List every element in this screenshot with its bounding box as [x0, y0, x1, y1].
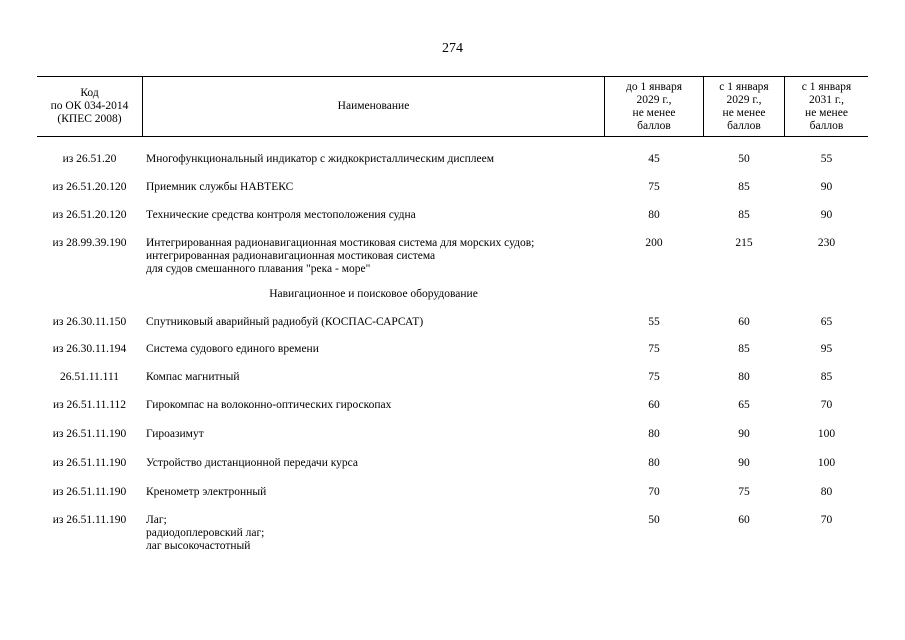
row-value-before-2029: 80 [648, 209, 660, 221]
row-value-from-2031: 85 [820, 371, 833, 383]
row-value-from-2029: 60 [738, 514, 750, 526]
row-value-from-2031: 90 [820, 181, 833, 193]
header-col-before-2029: до 1 января 2029 г., не менее баллов [626, 80, 682, 132]
row-name: Многофункциональный индикатор с жидкокристаллическим дисплеем [146, 153, 495, 165]
row-value-from-2029: 80 [738, 371, 750, 383]
row-value-from-2029: 75 [738, 486, 750, 498]
row-name: Спутниковый аварийный радиобуй (КОСПАС-САРСАТ) [146, 316, 424, 328]
row-name: Лаг; радиодоплеровский лаг; лаг высокочастотный [146, 514, 265, 552]
row-value-from-2031: 70 [820, 514, 833, 526]
row-value-before-2029: 70 [648, 486, 660, 498]
row-code: из 26.51.11.190 [52, 486, 127, 498]
row-value-from-2029: 90 [738, 428, 750, 440]
row-value-from-2029: 60 [738, 316, 750, 328]
row-value-from-2031: 65 [820, 316, 833, 328]
row-code: 26.51.11.111 [59, 371, 120, 383]
row-name: Кренометр электронный [146, 486, 267, 498]
row-code: из 26.51.11.190 [52, 428, 127, 440]
row-value-from-2031: 100 [817, 428, 836, 440]
row-value-from-2031: 80 [820, 486, 833, 498]
row-value-from-2029: 85 [738, 209, 750, 221]
row-name: Гироазимут [146, 428, 204, 440]
row-value-from-2031: 90 [820, 209, 833, 221]
row-value-from-2029: 85 [738, 343, 750, 355]
row-value-from-2029: 215 [735, 237, 753, 249]
row-code: из 26.51.20 [62, 153, 117, 165]
row-value-before-2029: 80 [648, 428, 660, 440]
section-title: Навигационное и поисковое оборудование [269, 288, 478, 300]
row-value-from-2031: 55 [820, 153, 833, 165]
row-value-from-2029: 90 [738, 457, 750, 469]
header-code: Код по ОК 034-2014 (КПЕС 2008) [50, 87, 129, 125]
row-code: из 26.51.20.120 [52, 209, 127, 221]
row-value-before-2029: 45 [648, 153, 660, 165]
row-name: Технические средства контроля местоположения судна [146, 209, 416, 221]
row-value-from-2029: 50 [738, 153, 750, 165]
row-name: Устройство дистанционной передачи курса [146, 457, 359, 469]
row-name: Гирокомпас на волоконно-оптических гироскопах [146, 399, 392, 411]
row-code: из 26.51.20.120 [52, 181, 127, 193]
header-col-from-2031: с 1 января 2031 г., не менее баллов [801, 80, 852, 132]
row-value-before-2029: 60 [648, 399, 660, 411]
row-code: из 26.51.11.190 [52, 514, 127, 526]
row-value-before-2029: 75 [648, 371, 660, 383]
row-code: из 26.51.11.190 [52, 457, 127, 469]
row-value-from-2029: 85 [738, 181, 750, 193]
row-value-from-2031: 95 [820, 343, 833, 355]
row-value-from-2031: 230 [817, 237, 836, 249]
row-code: из 26.51.11.112 [52, 399, 127, 411]
row-name: Компас магнитный [146, 371, 240, 383]
page-number: 274 [442, 41, 463, 56]
row-name: Интегрированная радионавигационная мостиковая система для морских судов; интегрированная радионавигационная мостиковая система для судов смешанного плавания "река - море" [146, 237, 535, 275]
row-value-before-2029: 80 [648, 457, 660, 469]
header-name: Наименование [337, 100, 410, 112]
row-value-from-2031: 70 [820, 399, 833, 411]
row-name: Приемник службы НАВТЕКС [146, 181, 294, 193]
row-name: Система судового единого времени [146, 343, 319, 355]
table-header-bottom-rule [37, 136, 868, 137]
row-value-before-2029: 200 [645, 237, 663, 249]
row-value-before-2029: 75 [648, 181, 660, 193]
row-value-from-2029: 65 [738, 399, 750, 411]
header-col-from-2029: с 1 января 2029 г., не менее баллов [719, 80, 769, 132]
row-code: из 28.99.39.190 [52, 237, 127, 249]
row-value-before-2029: 50 [648, 514, 660, 526]
row-value-before-2029: 55 [648, 316, 660, 328]
row-code: из 26.30.11.194 [52, 343, 127, 355]
row-code: из 26.30.11.150 [52, 316, 127, 328]
row-value-before-2029: 75 [648, 343, 660, 355]
row-value-from-2031: 100 [817, 457, 836, 469]
